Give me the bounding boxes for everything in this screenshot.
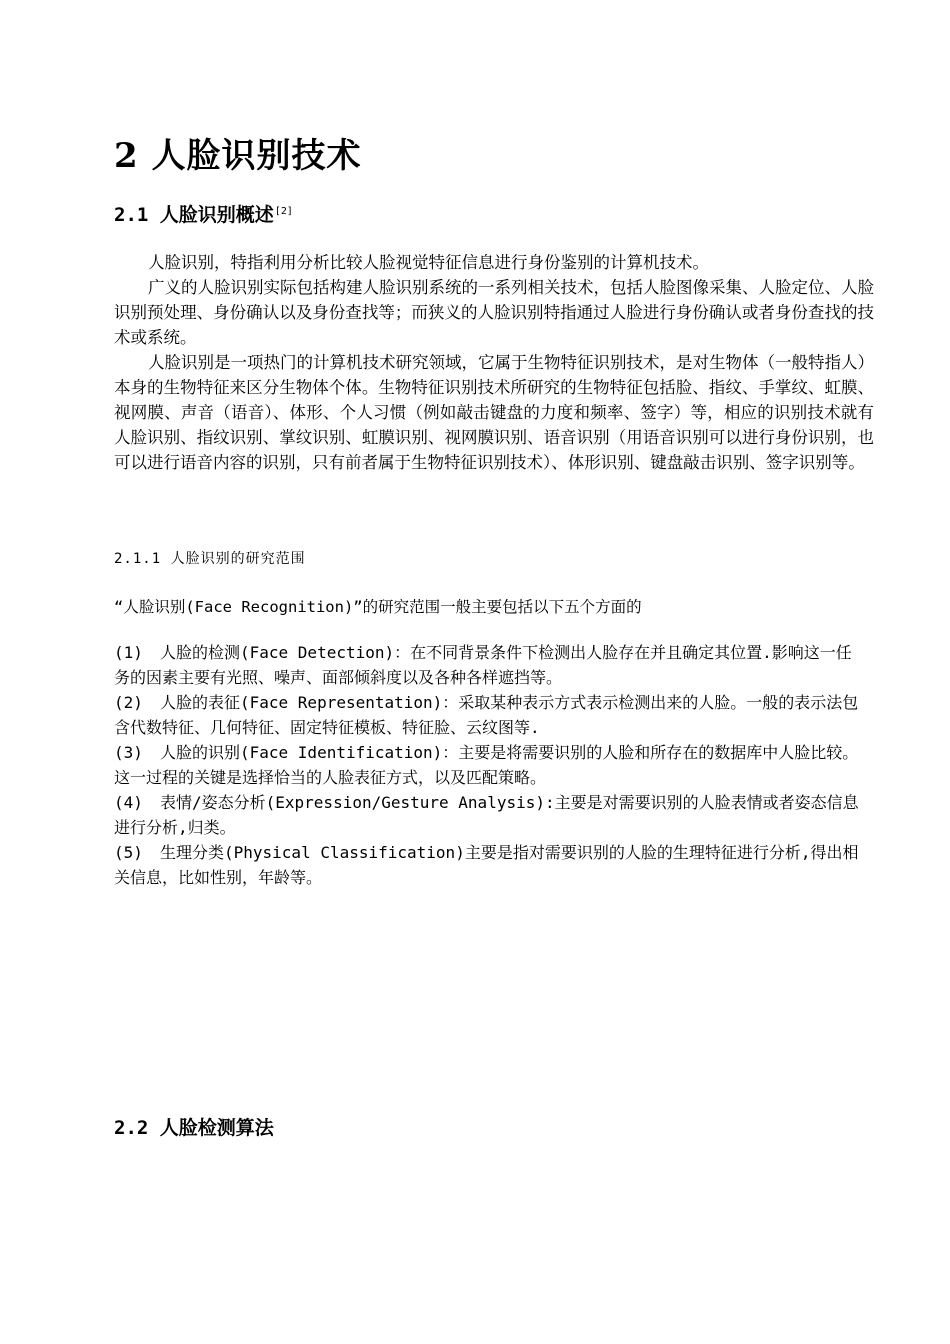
section-number: 2.2 <box>114 1117 149 1139</box>
chapter-title: 2 人脸识别技术 <box>114 136 362 176</box>
paragraph-text: 广义的人脸识别实际包括构建人脸识别系统的一系列相关技术，包括人脸图像采集、人脸定位、人脸识别预处理、身份确认以及身份查找等；而狭义的人脸识别特指通过人脸进行身份确认或者身份查找的技术或系统。 <box>114 278 874 347</box>
section-heading-2-1 <box>114 200 293 227</box>
list-item-text: 生理分类(Physical Classification)主要是指对需要识别的人脸的生理特征进行分析,得出相关信息，比如性别，年龄等。 <box>114 843 859 887</box>
list-item-text: 人脸的检测(Face Detection)：在不同背景条件下检测出人脸存在并且确定其位置.影响这一任务的因素主要有光照、噪声、面部倾斜度以及各种各样遮挡等。 <box>114 643 852 687</box>
list-item-text: 人脸的识别(Face Identification)：主要是将需要识别的人脸和所存在的数据库中人脸比较。这一过程的关键是选择恰当的人脸表征方式，以及匹配策略。 <box>114 743 859 787</box>
list-item <box>114 690 859 740</box>
list-item <box>114 790 859 840</box>
list-item-text: 表情/姿态分析(Expression/Gesture Analysis):主要是对需要识别的人脸表情或者姿态信息进行分析,归类。 <box>114 793 859 837</box>
list-item <box>114 640 859 690</box>
list-item-number: (5) <box>114 843 143 862</box>
list-item <box>114 840 859 890</box>
section-title: 人脸识别概述 <box>159 204 274 226</box>
paragraph-text: 人脸识别，特指利用分析比较人脸视觉特征信息进行身份鉴别的计算机技术。 <box>148 253 709 272</box>
section-number: 2.1 <box>114 204 149 226</box>
list-item-number: (2) <box>114 693 143 712</box>
list-item-number: (4) <box>114 793 143 812</box>
intro-line: “人脸识别(Face Recognition)”的研究范围一般主要包括以下五个方面的 <box>114 598 642 616</box>
section-heading-2-2 <box>114 1113 274 1140</box>
paragraph-text: 人脸识别是一项热门的计算机技术研究领域，它属于生物特征识别技术，是对生物体（一般特指人）本身的生物特征来区分生物体个体。生物特征识别技术所研究的生物特征包括脸、指纹、手掌纹、虹膜、视网膜、声音（语音）、体形、个人习惯（例如敲击键盘的力度和频率、签字）等，相应的识别技术就有人脸识别、指纹识别、掌纹识别、虹膜识别、视网膜识别、语音识别（用语音识别可以进行身份识别，也可以进行语音内容的识别，只有前者属于生物特征识别技术）、体形识别、键盘敲击识别、签字识别等。 <box>114 353 874 472</box>
list-item <box>114 740 859 790</box>
paragraph-3 <box>114 350 874 475</box>
paragraph-2 <box>114 275 874 350</box>
list-item-number: (3) <box>114 743 143 762</box>
section-title: 人脸检测算法 <box>159 1117 274 1139</box>
paragraph-1 <box>114 250 874 275</box>
citation-ref[interactable]: [2] <box>274 205 293 217</box>
subsection-heading-2-1-1: 2.1.1 人脸识别的研究范围 <box>114 551 306 567</box>
list-item-text: 人脸的表征(Face Representation)：采取某种表示方式表示检测出来的人脸。一般的表示法包含代数特征、几何特征、固定特征模板、特征脸、云纹图等. <box>114 693 859 737</box>
list-item-number: (1) <box>114 643 143 662</box>
